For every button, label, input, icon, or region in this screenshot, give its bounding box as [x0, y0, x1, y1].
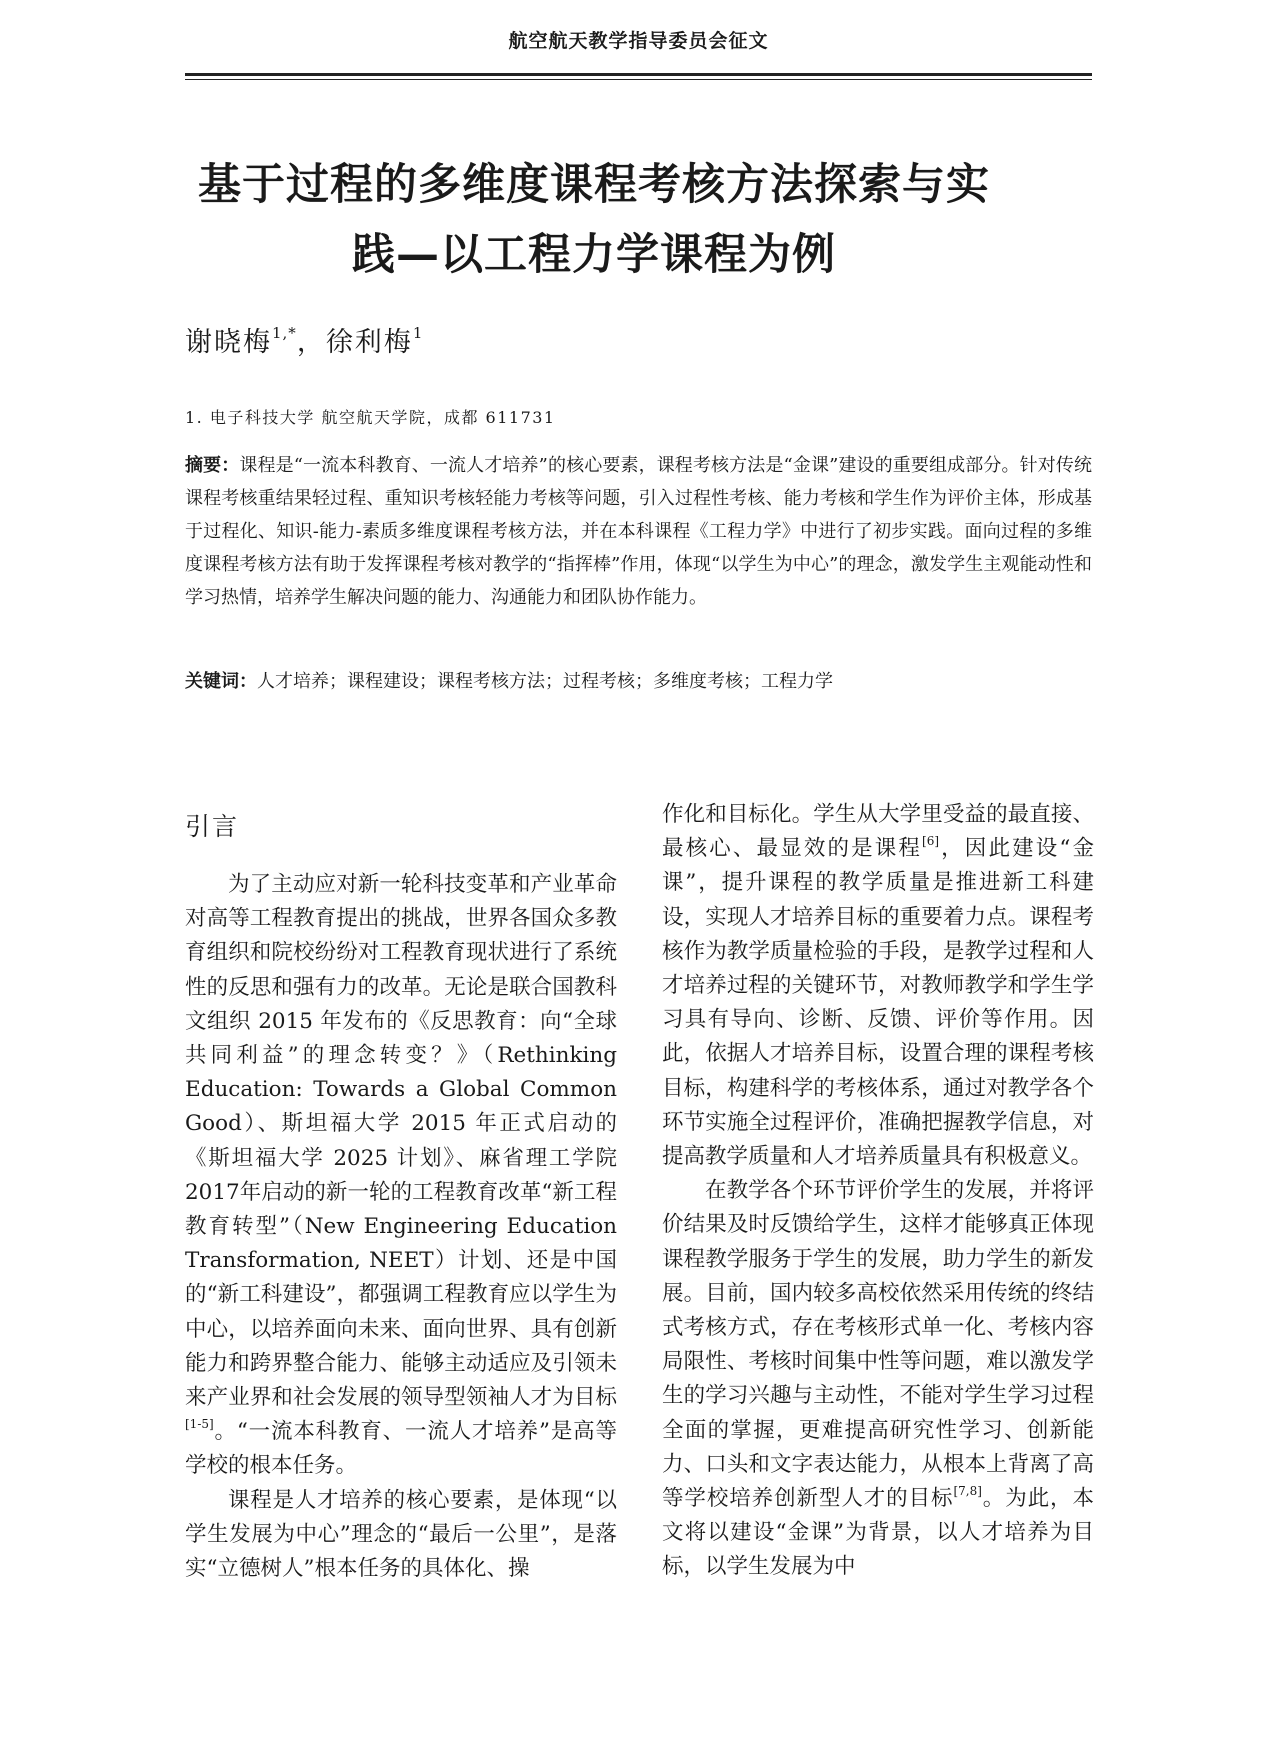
keywords-text: 人才培养；课程建设；课程考核方法；过程考核；多维度考核；工程力学: [257, 671, 833, 692]
author-separator: ，: [296, 327, 326, 358]
body-paragraph: 课程是人才培养的核心要素，是体现“以学生发展为中心”理念的“最后一公里”，是落实“立德树人”根本任务的具体化、操: [185, 1487, 617, 1582]
citation[interactable]: [6]: [922, 834, 940, 849]
body-column-left: [185, 810, 617, 1586]
author-affiliation-mark: 1,*: [272, 324, 297, 342]
body-paragraph: [662, 798, 1094, 1174]
keywords: [185, 665, 1092, 698]
paragraph-text: ，因此建设“金课”，提升课程的教学质量是推进新工科建设，实现人才培养目标的重要着力点。课程考核作为教学质量检验的手段，是教学过程和人才培养过程的关键环节，对教师教学和学生学习具有导向、诊断、反馈、评价等作用。因此，依据人才培养目标，设置合理的课程考核目标，构建科学的考核体系，通过对教学各个环节实施全过程评价，准确把握教学信息，对提高教学质量和人才培养质量具有积极意义。: [662, 836, 1094, 1170]
paper-title-line2: 践—以工程力学课程为例: [352, 230, 836, 280]
section-heading: 引言: [185, 812, 240, 841]
body-paragraph: [185, 868, 617, 1484]
author-name: 谢晓梅: [185, 327, 272, 358]
running-header: 航空航天教学指导委员会征文: [508, 30, 769, 52]
abstract-label: 摘要：: [185, 455, 240, 476]
abstract-text: 课程是“一流本科教育、一流人才培养”的核心要素，课程考核方法是“金课”建设的重要组成部分。针对传统课程考核重结果轻过程、重知识考核轻能力考核等问题，引入过程性考核、能力考核和学生作为评价主体，形成基于过程化、知识-能力-素质多维度课程考核方法，并在本科课程《工程力学》中进行了初步实践。面向过程的多维度课程考核方法有助于发挥课程考核对教学的“指挥棒”作用，体现“以学生为中心”的理念，激发学生主观能动性和学习热情，培养学生解决问题的能力、沟通能力和团队协作能力。: [185, 455, 1093, 608]
body-column-right: [662, 798, 1094, 1585]
paragraph-text: 在教学各个环节评价学生的发展，并将评价结果及时反馈给学生，这样才能够真正体现课程教学服务于学生的发展，助力学生的新发展。目前，国内较多高校依然采用传统的终结式考核方式，存在考核形式单一化、考核内容局限性、考核时间集中性等问题，难以激发学生的学习兴趣与主动性，不能对学生学习过程全面的掌握，更难提高研究性学习、创新能力、口头和文字表达能力，从根本上背离了高等学校培养创新型人才的目标: [662, 1178, 1094, 1512]
header-rule-thin: [185, 79, 1092, 80]
paper-title-line1: 基于过程的多维度课程考核方法探索与实: [198, 160, 990, 210]
keywords-label: 关键词：: [185, 671, 257, 692]
body-paragraph: [662, 1174, 1094, 1584]
paragraph-text: 。为此，本文将以建设“金课”为背景，以人才培养为目标，以学生发展为中: [662, 1486, 1094, 1580]
paragraph-text: 作化和目标化。学生从大学里受益的最直接、最核心、最显效的是课程: [662, 802, 1094, 862]
paragraph-text: 为了主动应对新一轮科技变革和产业革命对高等工程教育提出的挑战，世界各国众多教育组织和院校纷纷对工程教育现状进行了系统性的反思和强有力的改革。无论是联合国教科文组织 2015 年发布的《反思教育：向“全球共同利益”的理念转变？》（Rethinking Education: Towards a Global Common Good）、斯坦福大学 2015 年正式启动的《斯坦福大学 2025 计划》、麻省理工学院2017年启动的新一轮的工程教育改革“新工程教育转型”（New Engineering Education Transformation, NEET）计划、还是中国的“新工科建设”，都强调工程教育应以学生为中心，以培养面向未来、面向世界、具有创新能力和跨界整合能力、能够主动适应及引领未来产业界和社会发展的领导型领袖人才为目标: [185, 872, 617, 1411]
abstract: [185, 449, 1092, 614]
author-affiliation-mark: 1: [412, 324, 424, 342]
citation[interactable]: [1-5]: [185, 1417, 214, 1432]
affiliation: 1. 电子科技大学 航空航天学院，成都 611731: [185, 408, 556, 427]
header-rule: [185, 73, 1092, 76]
paragraph-text: 。“一流本科教育、一流人才培养”是高等学校的根本任务。: [185, 1419, 617, 1479]
citation[interactable]: [7,8]: [953, 1484, 982, 1499]
author-name: 徐利梅: [325, 327, 413, 358]
author-list: [185, 320, 423, 359]
paper-title: [150, 150, 1130, 290]
